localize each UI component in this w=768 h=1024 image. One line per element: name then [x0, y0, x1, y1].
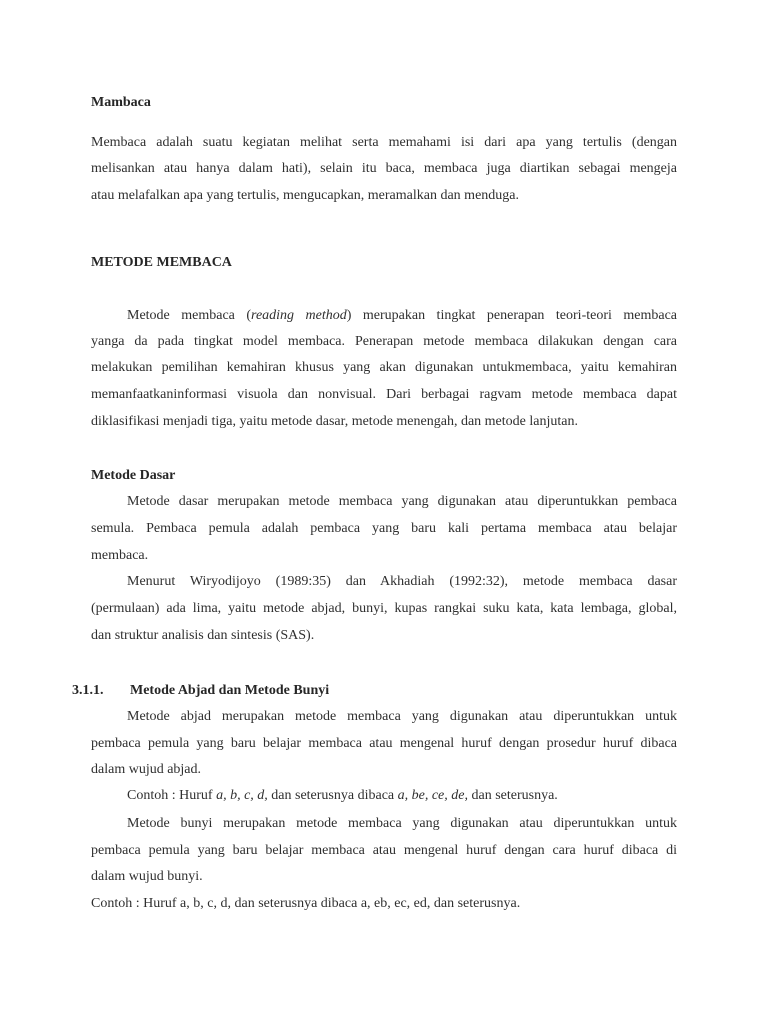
paragraph-line: dalam wujud abjad. — [91, 762, 202, 777]
heading-metode-membaca: METODE MEMBACA — [91, 255, 232, 270]
heading-abjad-bunyi — [72, 682, 329, 700]
paragraph-line — [127, 307, 677, 325]
paragraph-line: diklasifikasi menjadi tiga, yaitu metode dasar, metode menengah, dan metode lanjutan. — [91, 414, 578, 429]
example-line — [127, 787, 677, 805]
heading-metode-dasar: Metode Dasar — [91, 468, 176, 483]
paragraph-line: melisankan atau hanya dalam hati), selain itu baca, membaca juga diartikan sebagai mengeja — [91, 161, 677, 176]
paragraph-line: atau melafalkan apa yang tertulis, mengucapkan, meramalkan dan menduga. — [91, 188, 519, 203]
paragraph-line: Membaca adalah suatu kegiatan melihat serta memahami isi dari apa yang tertulis (dengan — [91, 135, 677, 150]
paragraph-line: pembaca pemula yang baru belajar membaca atau mengenal huruf dengan prosedur huruf dibaca — [91, 736, 677, 751]
italic-letters: a, b, c, d, — [216, 788, 268, 803]
paragraph-line: Metode abjad merupakan metode membaca yang digunakan atau diperuntukkan untuk — [127, 709, 677, 724]
text-segment: dan seterusnya dibaca — [267, 788, 398, 803]
text-segment: dan seterusnya. — [467, 788, 558, 803]
paragraph-line: yanga da pada tingkat model membaca. Penerapan metode membaca dilakukan dengan cara — [91, 334, 677, 349]
paragraph-line: melakukan pemilihan kemahiran khusus yang akan digunakan untukmembaca, yaitu kemahiran — [91, 360, 677, 375]
paragraph-line: Metode dasar merupakan metode membaca yang digunakan atau diperuntukkan pembaca — [127, 494, 677, 509]
paragraph-line: membaca. — [91, 548, 149, 563]
paragraph-line: dan struktur analisis dan sintesis (SAS). — [91, 628, 315, 643]
paragraph-line: (permulaan) ada lima, yaitu metode abjad, bunyi, kupas rangkai suku kata, kata lembaga, global, — [91, 601, 677, 616]
italic-term: reading method — [251, 308, 347, 323]
paragraph-line: Menurut Wiryodijoyo (1989:35) dan Akhadiah (1992:32), metode membaca dasar — [127, 574, 677, 589]
paragraph-line: dalam wujud bunyi. — [91, 869, 203, 884]
text-segment: Contoh : Huruf — [127, 788, 217, 803]
section-number: 3.1.1. — [72, 683, 104, 698]
italic-reading: a, be, ce, de, — [397, 788, 468, 803]
paragraph-line: Metode bunyi merupakan metode membaca yang digunakan atau diperuntukkan untuk — [127, 816, 677, 831]
paragraph-line: pembaca pemula yang baru belajar membaca atau mengenal huruf dengan cara huruf dibaca di — [91, 843, 677, 858]
example-line: Contoh : Huruf a, b, c, d, dan seterusnya dibaca a, eb, ec, ed, dan seterusnya. — [91, 896, 521, 911]
text-segment: Metode membaca ( — [127, 308, 252, 323]
text-segment: ) merupakan tingkat penerapan teori-teori membaca — [346, 308, 677, 323]
paragraph-line: memanfaatkaninformasi visuola dan nonvisual. Dari berbagai ragvam metode membaca dapat — [91, 387, 677, 402]
section-title: Metode Abjad dan Metode Bunyi — [130, 683, 330, 698]
paragraph-line: semula. Pembaca pemula adalah pembaca yang baru kali pertama membaca atau belajar — [91, 521, 677, 536]
heading-mambaca: Mambaca — [91, 95, 151, 110]
